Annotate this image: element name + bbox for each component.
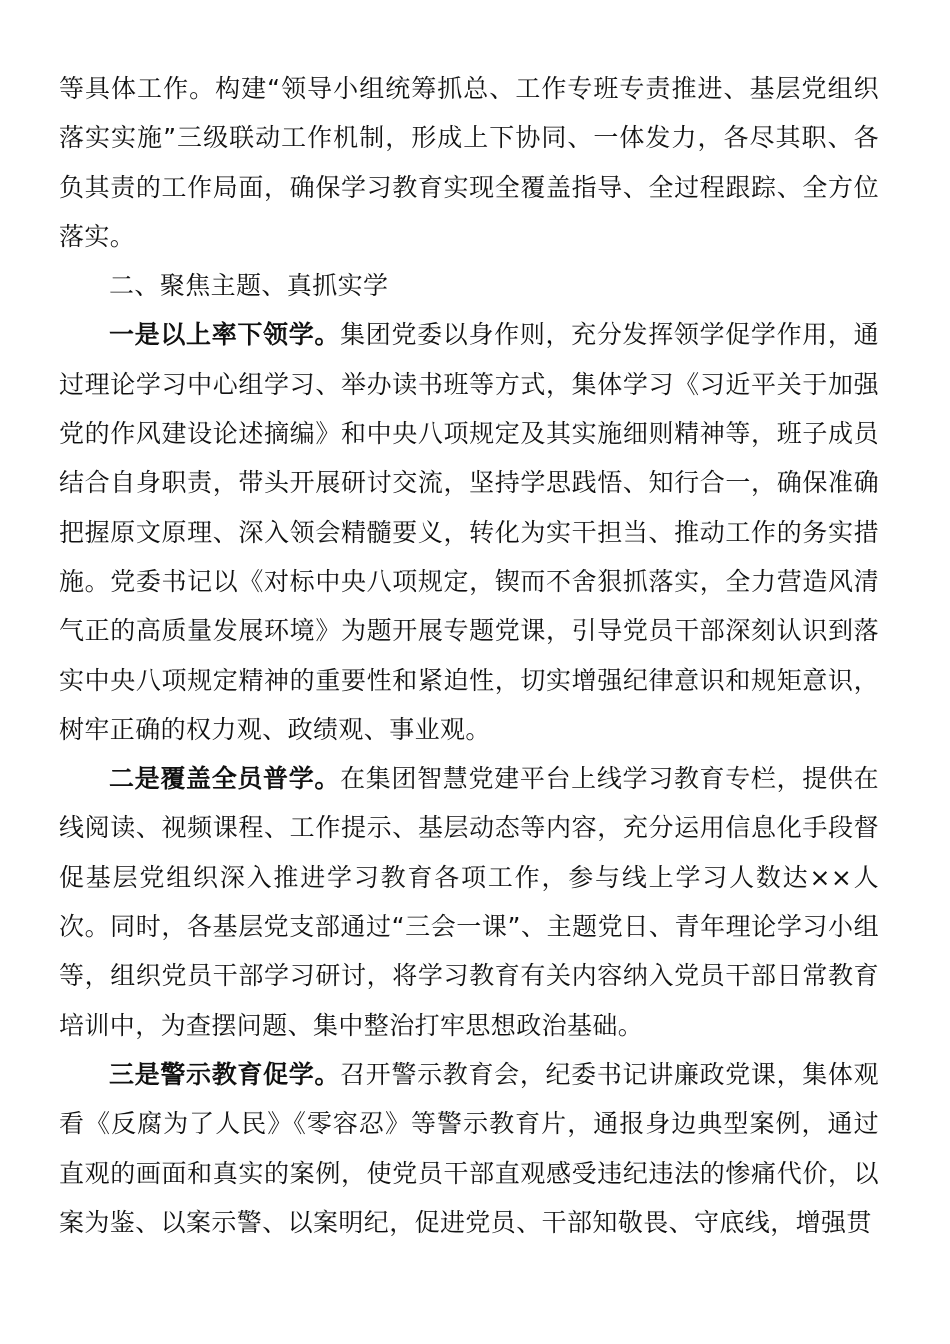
paragraph-text: 召开警示教育会，纪委书记讲廉政党课，集体观看《反腐为了人民》《零容忍》等警示教育片，通报身边典型案例，通过直观的画面和真实的案例，使党员干部直观感受违纪违法的惨痛代价，以案为鉴、以案示警、以案明纪，促进党员、干部知敬畏、守底线，增强贯 — [59, 1059, 880, 1237]
document-body — [59, 64, 879, 1247]
paragraph-text: 集团党委以身作则，充分发挥领学促学作用，通过理论学习中心组学习、举办读书班等方式，集体学习《习近平关于加强党的作风建设论述摘编》和中央八项规定及其实施细则精神等，班子成员结合自身职责，带头开展研讨交流，坚持学思践悟、知行合一，确保准确把握原文原理、深入领会精髓要义，转化为实干担当、推动工作的务实措施。党委书记以《对标中央八项规定，锲而不舍狠抓落实，全力营造风清气正的高质量发展环境》为题开展专题党课，引导党员干部深刻认识到落实中央八项规定精神的重要性和紧迫性，切实增强纪律意识和规矩意识，树牢正确的权力观、政绩观、事业观。 — [59, 320, 880, 744]
paragraph-text: 在集团智慧党建平台上线学习教育专栏，提供在线阅读、视频课程、工作提示、基层动态等内容，充分运用信息化手段督促基层党组织深入推进学习教育各项工作，参与线上学习人数达××人次。同时，各基层党支部通过“三会一课”、主题党日、青年理论学习小组等，组织党员干部学习研讨，将学习教育有关内容纳入党员干部日常教育培训中，为查摆问题、集中整治打牢思想政治基础。 — [59, 764, 880, 1040]
section-heading — [59, 261, 879, 310]
paragraph-lead: 二是覆盖全员普学。 — [109, 764, 341, 794]
paragraph-lead: 一是以上率下领学。 — [109, 320, 341, 350]
section-heading-text: 二、聚焦主题、真抓实学 — [109, 271, 389, 301]
paragraph-lead-by-example — [59, 310, 879, 754]
paragraph-lead: 三是警示教育促学。 — [109, 1059, 341, 1089]
paragraph-continuation — [59, 64, 879, 261]
paragraph-warning-education — [59, 1050, 879, 1247]
paragraph-full-coverage — [59, 754, 879, 1050]
paragraph-text: 等具体工作。构建“领导小组统筹抓总、工作专班专责推进、基层党组织落实实施”三级联动工作机制，形成上下协同、一体发力，各尽其职、各负其责的工作局面，确保学习教育实现全覆盖指导、全过程跟踪、全方位落实。 — [59, 74, 879, 251]
